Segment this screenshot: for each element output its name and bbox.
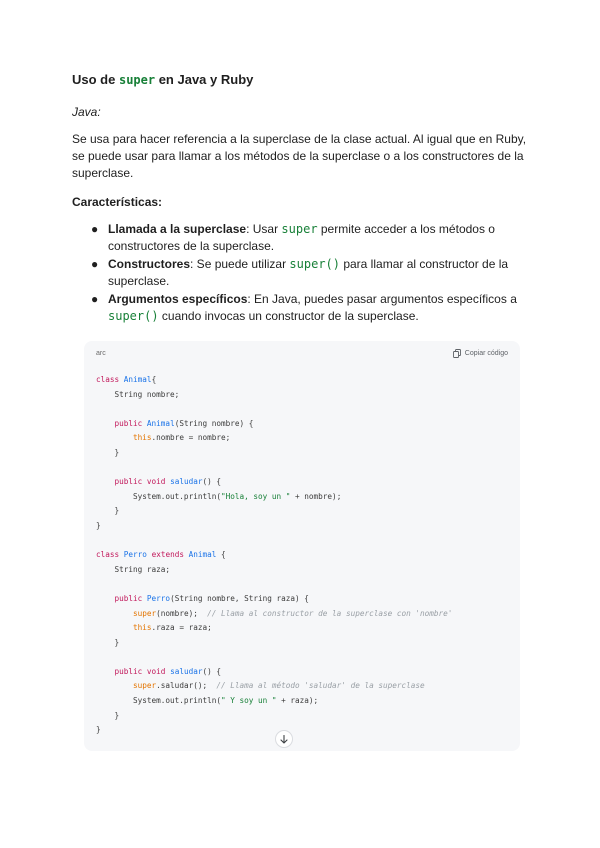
code-content <box>84 365 520 738</box>
code-line <box>96 475 508 490</box>
code-token: .nombre = nombre; <box>151 433 231 443</box>
code-token: () { <box>202 477 221 487</box>
feature-term: Constructores <box>108 257 191 271</box>
feature-text: cuando invocas un constructor de la superclase. <box>158 309 419 323</box>
code-line <box>96 548 508 563</box>
code-token: class <box>96 375 124 384</box>
code-line <box>96 723 508 738</box>
code-token: public <box>96 418 147 428</box>
code-token: } <box>96 637 120 647</box>
feature-text: para llamar al constructor de la superclase. <box>108 257 509 288</box>
code-line <box>96 402 508 417</box>
code-token: extends <box>151 550 189 560</box>
feature-inline-code: super() <box>108 309 159 323</box>
code-token: System.out.println( <box>96 696 221 706</box>
code-token: } <box>96 447 120 457</box>
code-token: } <box>96 725 101 735</box>
code-token: super <box>96 608 157 618</box>
list-item <box>91 221 532 255</box>
code-line <box>96 417 508 432</box>
code-token: public <box>96 593 147 603</box>
bullet: ● <box>91 292 99 306</box>
code-token: { <box>221 550 226 560</box>
code-token: } <box>96 520 101 530</box>
code-token: .raza = raza; <box>151 623 212 633</box>
code-token: super <box>96 681 157 691</box>
code-token: Perro <box>123 550 152 560</box>
code-line <box>96 446 508 461</box>
code-line <box>96 388 508 403</box>
code-line <box>96 709 508 724</box>
code-token: + raza); <box>276 696 319 706</box>
code-token: Perro <box>146 593 171 603</box>
code-token: + nombre); <box>290 491 342 501</box>
code-line <box>96 431 508 446</box>
code-line <box>96 694 508 709</box>
feature-term: Argumentos específicos <box>108 292 248 306</box>
code-token: this <box>96 433 152 443</box>
code-token: "Hola, soy un " <box>220 491 291 501</box>
feature-term: Llamada a la superclase <box>108 222 247 236</box>
code-line <box>96 636 508 651</box>
copy-code-label: Copiar código <box>464 349 508 357</box>
code-line <box>96 373 508 388</box>
code-token: // Llama al método 'saludar' de la superclase <box>216 681 425 691</box>
feature-text: : En Java, puedes pasar argumentos específicos a <box>247 292 517 306</box>
code-line <box>96 504 508 519</box>
title-prefix: Uso de <box>72 72 119 87</box>
code-line <box>96 665 508 680</box>
code-token: public void <box>96 477 171 487</box>
code-token: } <box>96 506 120 516</box>
code-token: (nombre); <box>156 608 208 618</box>
feature-inline-code: super <box>281 222 318 236</box>
code-line <box>96 490 508 505</box>
title-suffix: en Java y Ruby <box>155 72 254 87</box>
code-token: } <box>96 710 120 720</box>
copy-code-button[interactable] <box>453 349 508 358</box>
page-title <box>72 70 532 90</box>
code-token: String nombre; <box>96 389 180 399</box>
code-token: // Llama al constructor de la superclase con 'nombre' <box>207 608 453 618</box>
code-token: (String nombre, String raza) { <box>170 593 309 603</box>
code-line <box>96 519 508 534</box>
bullet: ● <box>91 257 99 271</box>
code-line <box>96 534 508 549</box>
code-token: .saludar(); <box>156 681 217 691</box>
code-line <box>96 563 508 578</box>
response-content <box>72 70 532 326</box>
feature-inline-code: super() <box>289 257 340 271</box>
code-token: { <box>151 375 157 384</box>
feature-text: : Se puede utilizar <box>190 257 290 271</box>
code-token: saludar <box>170 477 203 487</box>
list-item <box>91 256 532 290</box>
feature-text: permite acceder a los métodos o constructores de la superclase. <box>108 222 495 253</box>
title-inline-code: super <box>118 73 156 87</box>
code-block-header <box>84 341 520 365</box>
code-token: " Y soy un " <box>220 696 277 706</box>
features-heading: Características: <box>72 195 163 209</box>
code-line <box>96 577 508 592</box>
bullet: ● <box>91 222 99 236</box>
code-line <box>96 461 508 476</box>
code-token: Animal <box>123 375 152 384</box>
intro-paragraph: Se usa para hacer referencia a la superclase de la clase actual. Al igual que en Ruby, se puede usar para llamar a los métodos de la superclase o a los constructores de la superclase. <box>72 132 527 180</box>
code-token: System.out.println( <box>96 491 221 501</box>
arrow-down-icon <box>280 735 288 744</box>
code-token: saludar <box>170 666 203 676</box>
copy-icon <box>453 349 461 358</box>
code-line <box>96 592 508 607</box>
code-line <box>96 650 508 665</box>
scroll-down-button[interactable] <box>275 730 293 748</box>
code-token: () { <box>202 666 221 676</box>
code-token: Animal <box>146 418 175 428</box>
code-line <box>96 621 508 636</box>
code-token: String raza; <box>96 564 171 574</box>
code-token: this <box>96 623 152 633</box>
code-token: (String nombre) { <box>174 418 254 428</box>
code-block <box>84 341 520 751</box>
code-language-label: arc <box>96 349 106 357</box>
language-label: Java: <box>72 105 101 119</box>
feature-text: : Usar <box>246 222 282 236</box>
features-list <box>72 221 532 325</box>
code-token: class <box>96 550 124 560</box>
list-item <box>91 291 532 325</box>
code-line <box>96 607 508 622</box>
code-token: Animal <box>188 550 221 560</box>
code-token: public void <box>96 666 171 676</box>
code-line <box>96 679 508 694</box>
